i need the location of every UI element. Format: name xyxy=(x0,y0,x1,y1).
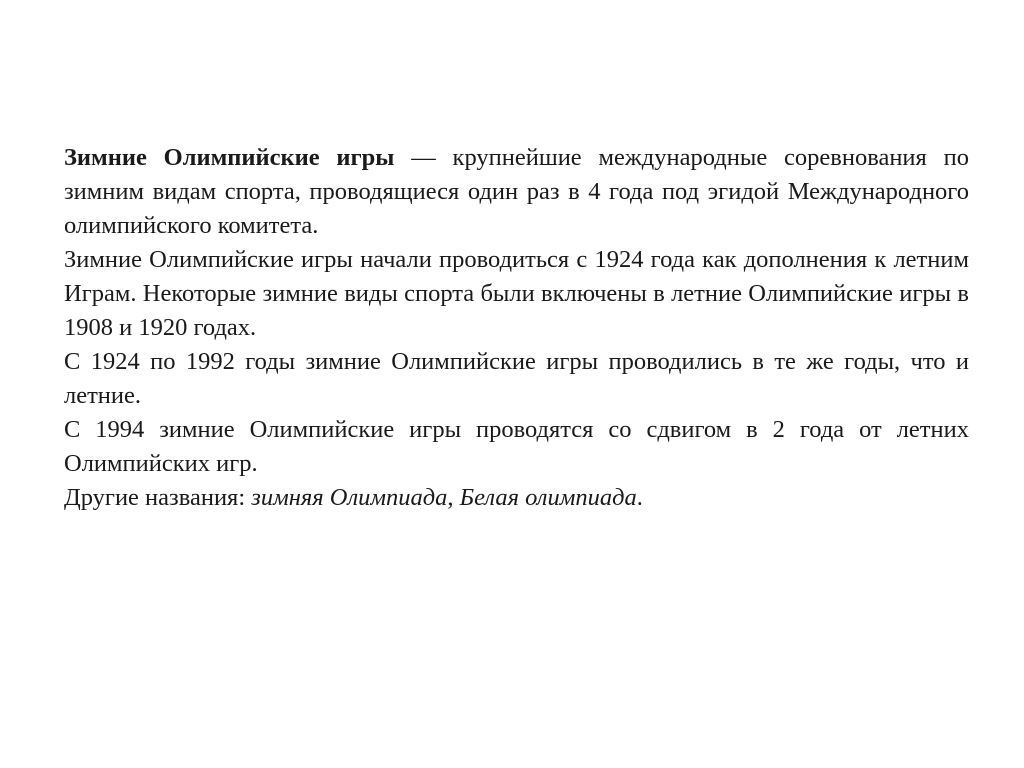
other-names-end: . xyxy=(636,484,643,511)
other-name-2: Белая олимпиада xyxy=(459,484,637,511)
paragraph-definition xyxy=(64,141,969,243)
other-name-1: зимняя Олимпиада xyxy=(251,484,448,511)
defined-term: Зимние Олимпийские игры xyxy=(64,144,395,171)
other-names-separator: , xyxy=(447,484,460,511)
paragraph-schedule xyxy=(64,413,969,481)
history-text-2: С 1924 по 1992 годы зимние Олимпийские игры проводились в те же годы, что и летние. xyxy=(64,348,969,409)
article-text xyxy=(64,141,969,515)
history-text-1: Зимние Олимпийские игры начали проводиться с 1924 года как дополнения к летним Играм. Некоторые зимние виды спорта были включены в летние Олимпийские игры в 1908 и 1920 годах. xyxy=(64,246,969,341)
definition-text: — крупнейшие международные соревнования по зимним видам спорта, проводящиеся один раз в 4 года под эгидой Международного олимпийского комитета. xyxy=(64,144,969,239)
paragraph-history xyxy=(64,243,969,413)
schedule-text: С 1994 зимние Олимпийские игры проводятся со сдвигом в 2 года от летних Олимпийских игр. xyxy=(64,416,969,477)
other-names-prefix: Другие названия: xyxy=(64,484,252,511)
paragraph-other-names xyxy=(64,481,969,515)
